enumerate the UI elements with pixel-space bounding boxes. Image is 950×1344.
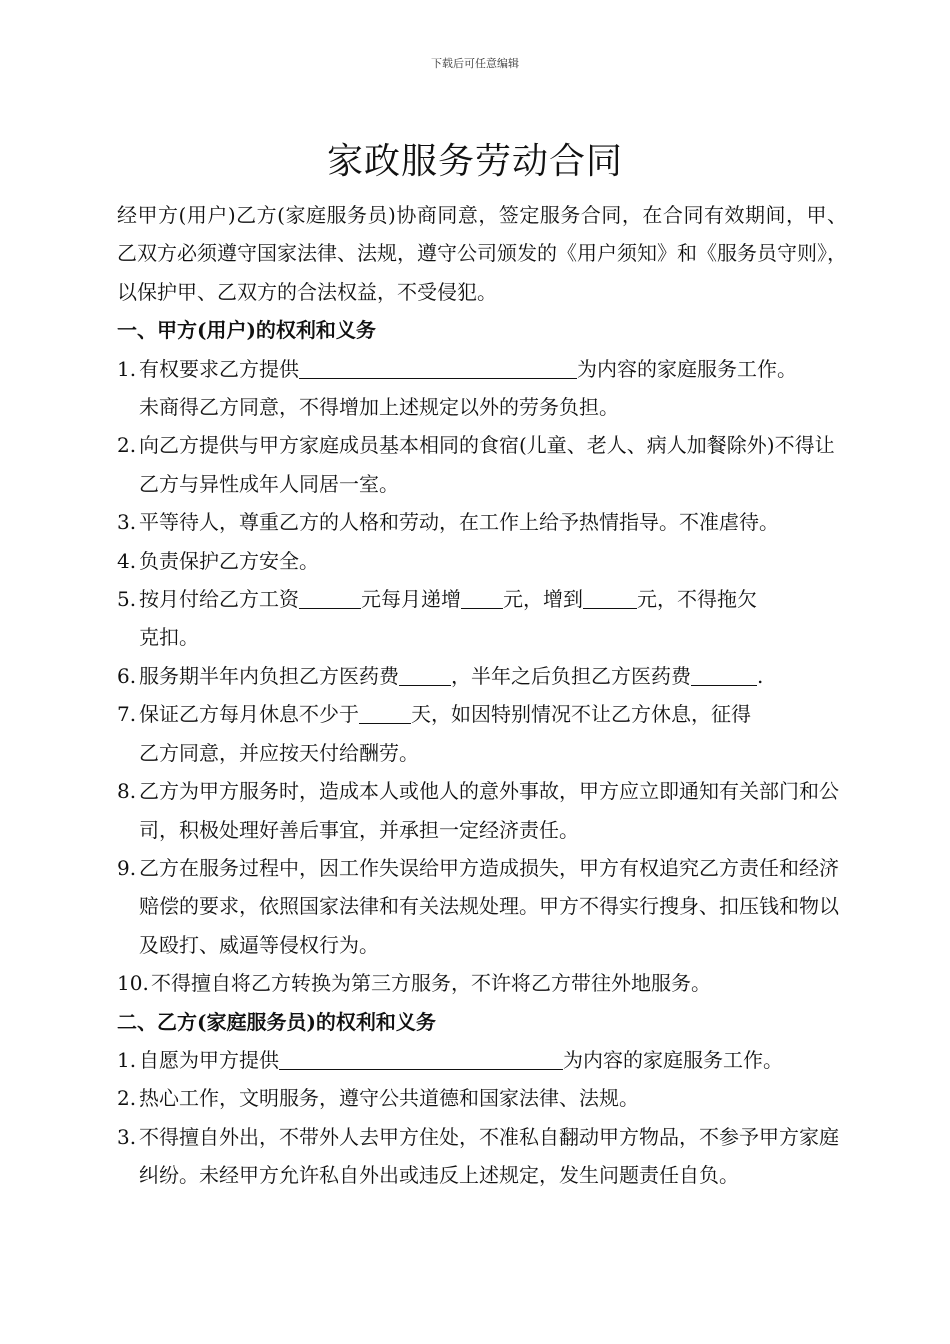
item-text: . [757, 663, 764, 688]
item-text: 热心工作，文明服务，遵守公共道德和国家法律、法规。 [139, 1086, 639, 1111]
header-note: 下载后可任意编辑 [431, 57, 519, 70]
section-2-heading: 二、乙方(家庭服务员)的权利和义务 [117, 1009, 436, 1034]
item-number: 10. [117, 971, 149, 996]
section-2-item-2 [117, 1079, 847, 1117]
section-1-item-2 [117, 426, 847, 503]
section-1-item-6 [117, 657, 847, 695]
section-1-item-1 [117, 350, 847, 427]
fill-blank-medical-fee-after[interactable] [691, 663, 757, 686]
item-text: ，半年之后负担乙方医药费 [451, 663, 691, 688]
document-body [117, 196, 847, 1195]
fill-blank-service-content[interactable] [279, 1047, 563, 1070]
section-2-item-1 [117, 1041, 847, 1079]
item-number: 3. [117, 1124, 137, 1149]
item-text: 向乙方提供与甲方家庭成员基本相同的食宿(儿童、老人、病人加餐除外)不得让乙方与异性成年人同居一室。 [139, 433, 835, 496]
intro-paragraph: 经甲方(用户)乙方(家庭服务员)协商同意，签定服务合同，在合同有效期间，甲、乙双方必须遵守国家法律、法规，遵守公司颁发的《用户须知》和《服务员守则》，以保护甲、乙双方的合法权益，不受侵犯。 [117, 203, 847, 304]
section-2-item-3 [117, 1118, 847, 1195]
item-text: 为内容的家庭服务工作。 [563, 1047, 783, 1072]
item-text: 元每月递增 [361, 587, 461, 612]
item-text: 有权要求乙方提供 [139, 356, 299, 381]
item-text: 元，增到 [503, 587, 583, 612]
fill-blank-increment[interactable] [461, 586, 503, 609]
item-number: 5. [117, 587, 137, 612]
item-number: 8. [117, 779, 137, 804]
item-text: 不得擅自外出，不带外人去甲方住处，不准私自翻动甲方物品，不参予甲方家庭纠纷。未经甲方允许私自外出或违反上述规定，发生问题责任自负。 [139, 1124, 839, 1188]
item-number: 3. [117, 510, 137, 535]
fill-blank-wage[interactable] [299, 586, 361, 609]
item-number: 6. [117, 663, 137, 688]
section-1-item-10 [117, 964, 847, 1002]
item-text: 天，如因特别情况不让乙方休息，征得 [411, 702, 751, 727]
item-text: 克扣。 [139, 625, 199, 650]
item-number: 9. [117, 855, 137, 880]
item-text: 乙方在服务过程中，因工作失误给甲方造成损失，甲方有权追究乙方责任和经济赔偿的要求，依照国家法律和有关法规处理。甲方不得实行搜身、扣压钱和物以及殴打、威逼等侵权行为。 [139, 855, 839, 957]
item-text: 乙方同意，并应按天付给酬劳。 [139, 740, 419, 765]
item-text: 自愿为甲方提供 [139, 1047, 279, 1072]
fill-blank-max-wage[interactable] [583, 586, 637, 609]
item-text: 为内容的家庭服务工作。 [577, 356, 797, 381]
fill-blank-medical-fee-first[interactable] [399, 663, 451, 686]
item-number: 1. [117, 356, 137, 381]
fill-blank-rest-days[interactable] [359, 701, 411, 724]
item-text: 乙方为甲方服务时，造成本人或他人的意外事故，甲方应立即通知有关部门和公司，积极处理好善后事宜，并承担一定经济责任。 [139, 779, 839, 842]
section-1-item-8 [117, 772, 847, 849]
section-1-item-5 [117, 580, 847, 657]
item-number: 2. [117, 1086, 137, 1111]
section-1-item-3 [117, 503, 847, 541]
item-text: 未商得乙方同意，不得增加上述规定以外的劳务负担。 [139, 395, 619, 420]
item-number: 4. [117, 548, 137, 573]
section-1-heading: 一、甲方(用户)的权利和义务 [117, 318, 376, 343]
section-1-item-4 [117, 542, 847, 580]
section-1-item-7 [117, 695, 847, 772]
item-text: 保证乙方每月休息不少于 [139, 702, 359, 727]
item-text: 负责保护乙方安全。 [139, 548, 319, 573]
item-number: 7. [117, 702, 137, 727]
document-title: 家政服务劳动合同 [326, 141, 623, 182]
item-number: 2. [117, 433, 137, 458]
item-text: 按月付给乙方工资 [139, 587, 299, 612]
fill-blank-service-content[interactable] [299, 356, 577, 379]
item-text: 元，不得拖欠 [637, 587, 757, 612]
item-number: 1. [117, 1047, 137, 1072]
item-text: 平等待人，尊重乙方的人格和劳动，在工作上给予热情指导。不准虐待。 [139, 510, 779, 535]
item-text: 不得擅自将乙方转换为第三方服务，不许将乙方带往外地服务。 [151, 971, 711, 996]
section-1-item-9 [117, 849, 847, 964]
item-text: 服务期半年内负担乙方医药费 [139, 663, 399, 688]
